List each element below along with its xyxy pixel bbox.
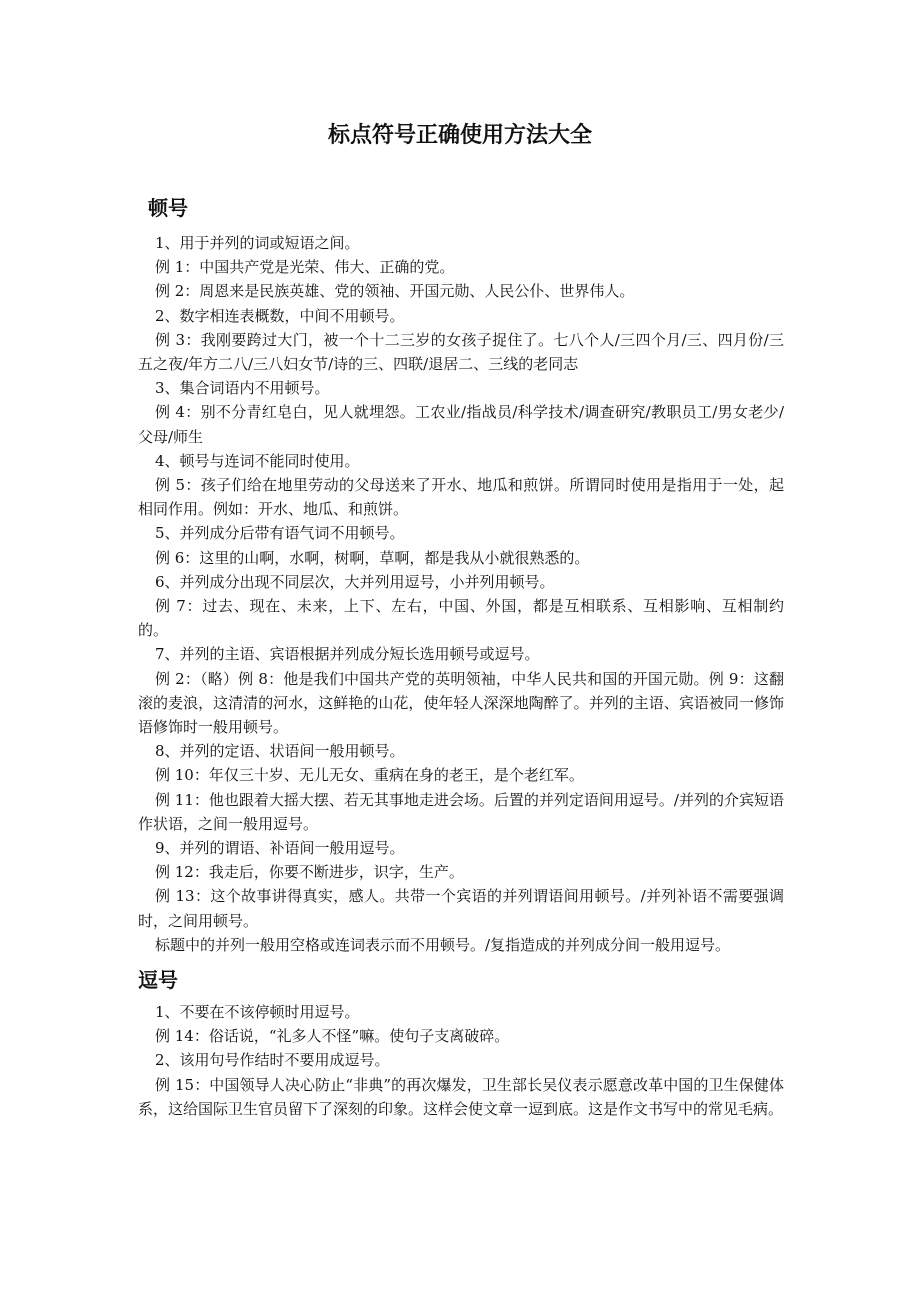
paragraph: 例 15：中国领导人决心防止“非典”的再次爆发，卫生部长吴仪表示愿意改革中国的卫生保健体系，这给国际卫生官员留下了深刻的印象。这样会使文章一逗到底。这是作文书写中的常见毛病。 bbox=[138, 1075, 784, 1118]
paragraph: 5、并列成分后带有语气词不用顿号。 bbox=[155, 524, 405, 543]
paragraph: 1、用于并列的词或短语之间。 bbox=[155, 234, 360, 252]
paragraph: 例 10：年仅三十岁、无儿无女、重病在身的老王，是个老红军。 bbox=[155, 766, 584, 785]
paragraph: 4、顿号与连词不能同时使用。 bbox=[155, 451, 360, 470]
paragraph: 标题中的并列一般用空格或连词表示而不用顿号。/复指造成的并列成分间一般用逗号。 bbox=[155, 935, 731, 954]
paragraph: 例 12：我走后，你要不断进步，识字，生产。 bbox=[155, 863, 464, 882]
paragraph: 例 7：过去、现在、未来，上下、左右，中国、外国，都是互相联系、互相影响、互相制约的。 bbox=[138, 597, 784, 640]
paragraph: 8、并列的定语、状语间一般用顿号。 bbox=[155, 742, 405, 761]
paragraph: 9、并列的谓语、补语间一般用逗号。 bbox=[155, 839, 405, 858]
paragraph: 例 1：中国共产党是光荣、伟大、正确的党。 bbox=[155, 258, 455, 277]
section-body-dunhao bbox=[138, 231, 784, 957]
paragraph: 例 2：周恩来是民族英雄、党的领袖、开国元勋、人民公仆、世界伟人。 bbox=[155, 282, 635, 301]
section-heading-douhao: 逗号 bbox=[138, 968, 178, 992]
paragraph: 例 3：我刚要跨过大门，被一个十二三岁的女孩子捉住了。七八个人/三四个月/三、四月份/三五之夜/年方二八/三八妇女节/诗的三、四联/退居二、三线的老同志 bbox=[138, 330, 784, 374]
paragraph: 例 13：这个故事讲得真实，感人。共带一个宾语的并列谓语间用顿号。/并列补语不需要强调时，之间用顿号。 bbox=[138, 887, 784, 930]
paragraph: 2、该用句号作结时不要用成逗号。 bbox=[155, 1051, 390, 1070]
paragraph: 7、并列的主语、宾语根据并列成分短长选用顿号或逗号。 bbox=[155, 645, 540, 664]
paragraph: 例 2：（略）例 8：他是我们中国共产党的英明领袖，中华人民共和国的开国元勋。例 9：这翻滚的麦浪，这清清的河水，这鲜艳的山花，使年轻人深深地陶醉了。并列的主语、宾语被同一修饰语修饰时一般用顿号。 bbox=[138, 669, 784, 737]
section-body-douhao bbox=[138, 1000, 784, 1121]
paragraph: 例 11：他也跟着大摇大摆、若无其事地走进会场。后置的并列定语间用逗号。/并列的介宾短语作状语，之间一般用逗号。 bbox=[138, 790, 784, 833]
section-heading-dunhao: 顿号 bbox=[148, 196, 188, 220]
paragraph: 例 14：俗话说，“礼多人不怪”嘛。使句子支离破碎。 bbox=[155, 1027, 510, 1046]
document-title: 标点符号正确使用方法大全 bbox=[327, 123, 592, 148]
paragraph: 例 4：别不分青红皂白，见人就埋怨。工农业/指战员/科学技术/调查研究/教职员工/男女老少/父母/师生 bbox=[138, 403, 784, 446]
paragraph: 2、数字相连表概数，中间不用顿号。 bbox=[155, 306, 405, 325]
paragraph: 例 6：这里的山啊，水啊，树啊，草啊，都是我从小就很熟悉的。 bbox=[155, 548, 590, 567]
paragraph: 例 5：孩子们给在地里劳动的父母送来了开水、地瓜和煎饼。所谓同时使用是指用于一处，起相同作用。例如：开水、地瓜、和煎饼。 bbox=[138, 476, 784, 519]
paragraph: 1、不要在不该停顿时用逗号。 bbox=[155, 1003, 360, 1021]
paragraph: 6、并列成分出现不同层次，大并列用逗号，小并列用顿号。 bbox=[155, 572, 555, 591]
paragraph: 3、集合词语内不用顿号。 bbox=[155, 379, 330, 398]
